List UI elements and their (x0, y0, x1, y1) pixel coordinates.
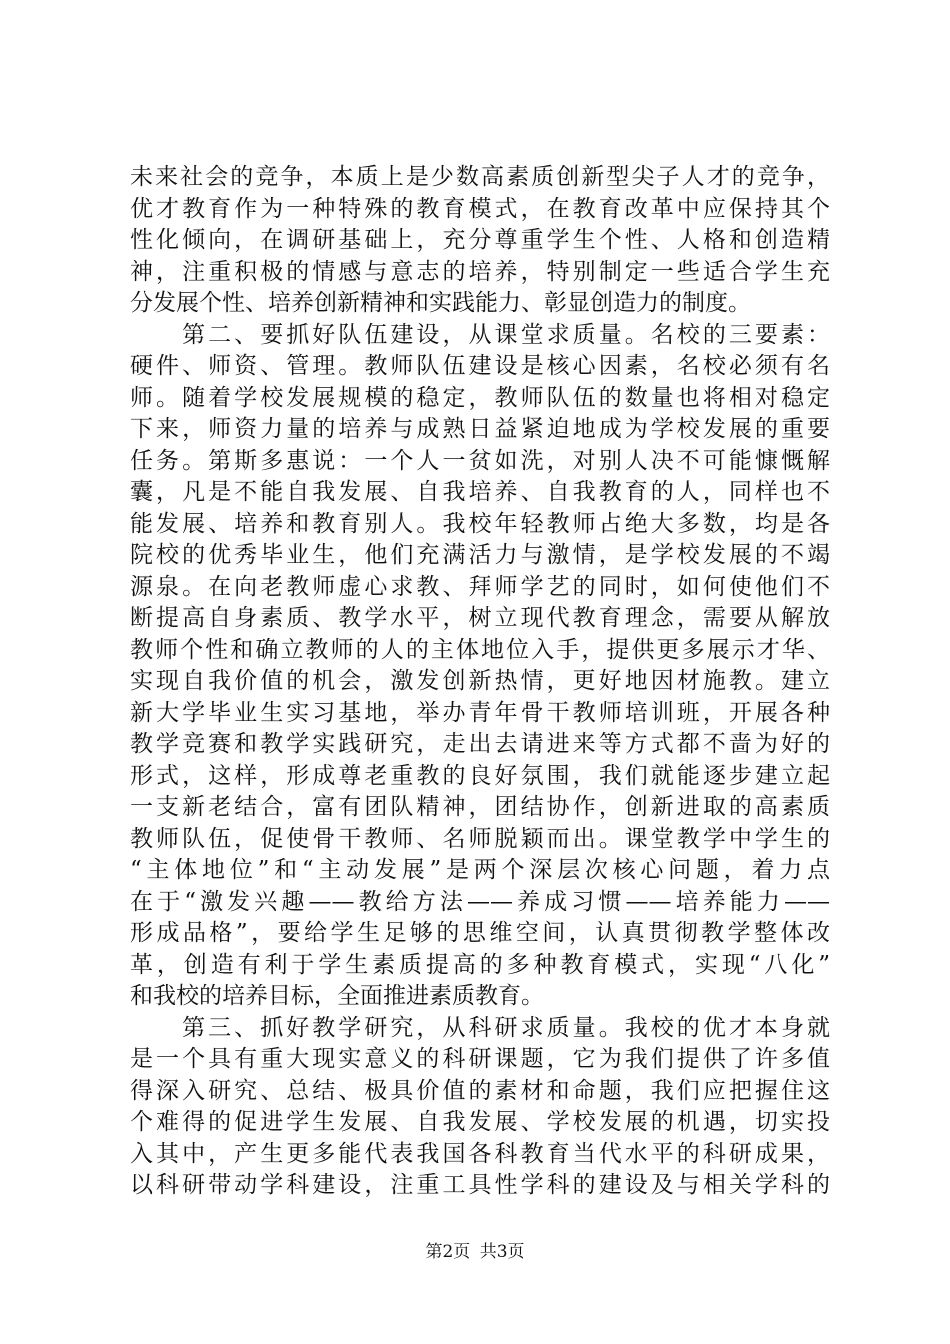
text-line: 优才教育作为一种特殊的教育模式，在教育改革中应保持其个 (130, 195, 830, 222)
text-line: 任务。第斯多惠说：一个人一贫如洗，对别人决不可能慷慨解 (130, 447, 830, 474)
text-line: 个难得的促进学生发展、自我发展、学校发展的机遇，切实投 (130, 1109, 830, 1135)
text-line: 断提高自身素质、教学水平，树立现代教育理念，需要从解放 (130, 605, 830, 631)
text-line: 未来社会的竞争，本质上是少数高素质创新型尖子人才的竞争， (130, 164, 830, 190)
text-line: 实现自我价值的机会，激发创新热情，更好地因材施教。建立 (130, 668, 830, 694)
text-line: 院校的优秀毕业生，他们充满活力与激情，是学校发展的不竭 (130, 542, 830, 568)
text-line: 能发展、培养和教育别人。我校年轻教师占绝大多数，均是各 (130, 510, 830, 537)
text-line: 形式，这样，形成尊老重教的良好氛围，我们就能逐步建立起 (130, 762, 830, 789)
text-line: 分发展个性、培养创新精神和实践能力、彰显创造力的制度。 (130, 290, 751, 316)
text-line: “主体地位”和“主动发展”是两个深层次核心问题，着力点 (130, 857, 830, 883)
text-line: 和我校的培养目标，全面推进素质教育。 (130, 983, 544, 1009)
page-footer: 第2页 共3页 (425, 1242, 525, 1262)
text-line: 在于“激发兴趣——教给方法——养成习惯——培养能力—— (130, 888, 830, 915)
text-line: 革，创造有利于学生素质提高的多种教育模式，实现“八化” (130, 951, 830, 978)
text-line: 入其中，产生更多能代表我国各科教育当代水平的科研成果， (130, 1140, 830, 1167)
text-line: 形成品格”，要给学生足够的思维空间，认真贯彻教学整体改 (130, 920, 830, 946)
text-line: 性化倾向，在调研基础上，充分尊重学生个性、人格和创造精 (130, 227, 830, 253)
text-line: 第三、抓好教学研究，从科研求质量。我校的优才本身就 (130, 1014, 830, 1041)
text-line: 第二、要抓好队伍建设，从课堂求质量。名校的三要素： (130, 321, 830, 348)
text-line: 是一个具有重大现实意义的科研课题，它为我们提供了许多值 (130, 1046, 830, 1072)
text-line: 新大学毕业生实习基地，举办青年骨干教师培训班，开展各种 (130, 699, 830, 726)
text-line: 硬件、师资、管理。教师队伍建设是核心因素，名校必须有名 (130, 353, 830, 379)
text-line: 神，注重积极的情感与意志的培养，特别制定一些适合学生充 (130, 258, 830, 285)
text-line: 教师个性和确立教师的人的主体地位入手，提供更多展示才华、 (130, 636, 830, 663)
text-line: 教学竞赛和教学实践研究，走出去请进来等方式都不啬为好的 (130, 731, 830, 757)
text-line: 源泉。在向老教师虚心求教、拜师学艺的同时，如何使他们不 (130, 573, 830, 600)
body-text (130, 162, 830, 1202)
text-line: 教师队伍，促使骨干教师、名师脱颖而出。课堂教学中学生的 (130, 825, 830, 852)
text-line: 一支新老结合，富有团队精神，团结协作，创新进取的高素质 (130, 794, 830, 820)
text-line: 下来，师资力量的培养与成熟日益紧迫地成为学校发展的重要 (130, 416, 830, 442)
text-line: 师。随着学校发展规模的稳定，教师队伍的数量也将相对稳定 (130, 384, 830, 411)
text-line: 以科研带动学科建设，注重工具性学科的建设及与相关学科的 (130, 1172, 830, 1198)
text-line: 得深入研究、总结、极具价值的素材和命题，我们应把握住这 (130, 1077, 830, 1104)
text-line: 囊，凡是不能自我发展、自我培养、自我教育的人，同样也不 (130, 479, 830, 505)
